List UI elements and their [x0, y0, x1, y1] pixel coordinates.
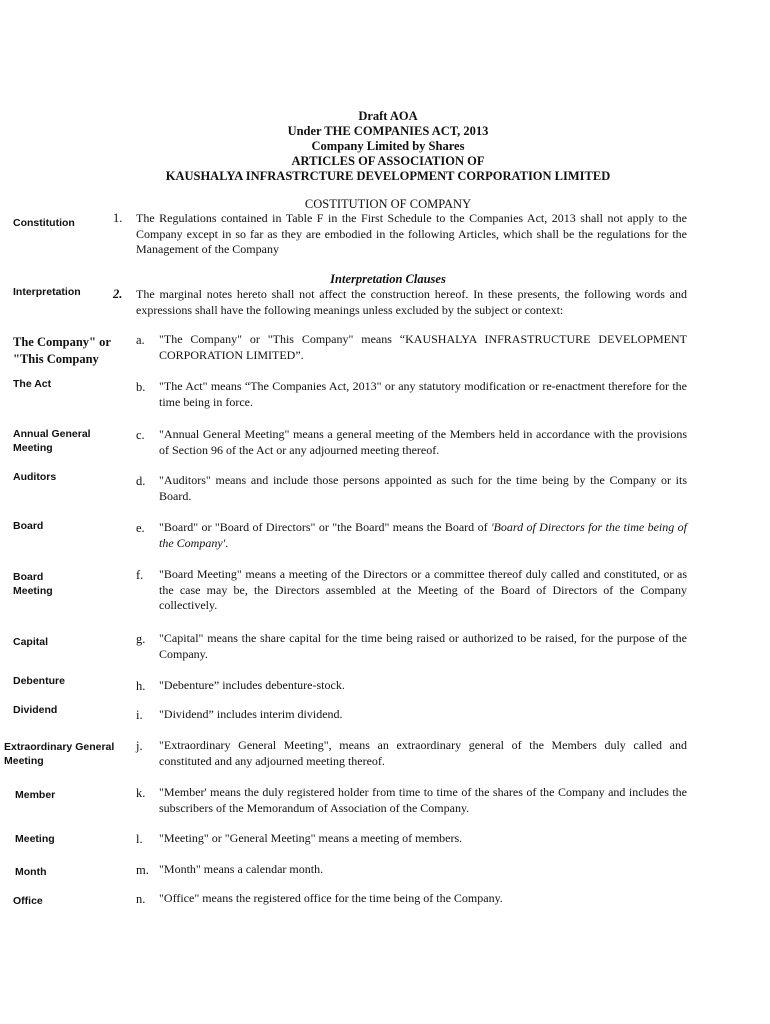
- definition-letter-k: k.: [136, 786, 146, 800]
- margin-note-dividend: Dividend: [13, 704, 58, 716]
- definition-letter-f: f.: [136, 568, 144, 582]
- margin-note-auditors: Auditors: [13, 471, 57, 483]
- margin-note-meeting: Meeting: [15, 833, 55, 845]
- margin-note-constitution: Constitution: [13, 217, 75, 229]
- definition-text-h: "Debenture” includes debenture-stock.: [159, 678, 345, 692]
- doc-title-aoa: ARTICLES OF ASSOCIATION OF: [291, 154, 485, 168]
- doc-title-company-name: KAUSHALYA INFRASTRCTURE DEVELOPMENT CORPORATION LIMITED: [165, 169, 611, 183]
- doc-title-company-type: Company Limited by Shares: [311, 139, 465, 153]
- margin-note-board-meeting: Board Meeting: [13, 571, 53, 597]
- definition-text-e: [159, 520, 687, 551]
- margin-note-annual-general-meeting: Annual General Meeting: [13, 428, 91, 454]
- margin-note-extraordinary-general-meeting: Extraordinary General Meeting: [4, 741, 115, 767]
- margin-note-office: Office: [13, 895, 43, 907]
- margin-note-the-company: The Company" or "This Company: [13, 335, 111, 366]
- definition-text-e-plain: "Board" or "Board of Directors" or "the Board" means the Board of: [159, 520, 491, 534]
- definition-text-f: "Board Meeting" means a meeting of the Directors or a committee thereof duly called and constituted, or as the case may be, the Directors assembled at the Meeting of the Board of Directors of the Company collectively.: [159, 567, 687, 612]
- margin-note-the-act: The Act: [13, 378, 52, 390]
- definition-text-i: "Dividend” includes interim dividend.: [159, 707, 343, 721]
- definition-text-c: "Annual General Meeting" means a general meeting of the Members held in accordance with the provisions of Section 96 of the Act or any adjourned meeting thereof.: [159, 427, 687, 457]
- definition-letter-g: g.: [136, 632, 146, 646]
- definition-text-a: "The Company" or "This Company" means “KAUSHALYA INFRASTRUCTURE DEVELOPMENT CORPORATION LIMITED”.: [159, 332, 687, 362]
- definition-letter-m: m.: [136, 863, 149, 877]
- definition-letter-e: e.: [136, 521, 145, 535]
- definition-letter-n: n.: [136, 892, 146, 906]
- definition-text-l: "Meeting" or "General Meeting" means a meeting of members.: [159, 831, 463, 845]
- article-2-text: The marginal notes hereto shall not affect the construction hereof. In these presents, the following words and expressions shall have the following meanings unless excluded by the subject or context:: [136, 287, 687, 317]
- doc-title-act: Under THE COMPANIES ACT, 2013: [287, 124, 489, 138]
- margin-note-member: Member: [15, 789, 56, 801]
- doc-title-draft: Draft AOA: [358, 109, 418, 123]
- definition-letter-h: h.: [136, 679, 146, 693]
- definition-text-j: "Extraordinary General Meeting", means an extraordinary general of the Members duly called and constituted and any adjourned meeting thereof.: [159, 738, 687, 768]
- definition-letter-b: b.: [136, 380, 146, 394]
- article-number-2: 2.: [113, 287, 123, 301]
- definition-letter-d: d.: [136, 474, 146, 488]
- interpretation-title: Interpretation Clauses: [330, 272, 446, 286]
- definition-letter-c: c.: [136, 428, 145, 442]
- margin-note-month: Month: [15, 866, 47, 878]
- margin-note-board: Board: [13, 520, 44, 532]
- article-1-text: The Regulations contained in Table F in the First Schedule to the Companies Act, 2013 shall not apply to the Company except in so far as they are embodied in the following Articles, which shall be the regulations for the Management of the Company: [136, 211, 687, 256]
- margin-note-capital: Capital: [13, 636, 49, 648]
- definition-text-b: "The Act" means “The Companies Act, 2013" or any statutory modification or re-enactment therefore for the time being in force.: [159, 379, 687, 409]
- margin-note-debenture: Debenture: [13, 675, 65, 687]
- definition-text-e-end: .: [225, 535, 229, 550]
- article-number-1: 1.: [113, 211, 123, 225]
- definition-letter-a: a.: [136, 333, 145, 347]
- definition-text-m: "Month" means a calendar month.: [159, 862, 324, 876]
- definition-text-e-italic: 'Board of Directors for the time being of the Company': [159, 520, 687, 550]
- definition-text-d: "Auditors" means and include those persons appointed as such for the time being by the Company or its Board.: [159, 473, 687, 503]
- section-title: COSTITUTION OF COMPANY: [304, 197, 472, 211]
- definition-text-n: "Office" means the registered office for the time being of the Company.: [159, 891, 503, 905]
- definition-text-k: "Member' means the duly registered holder from time to time of the shares of the Company and includes the subscribers of the Memorandum of Association of the Company.: [159, 785, 687, 815]
- definition-text-g: "Capital" means the share capital for the time being raised or authorized to be raised, for the purpose of the Company.: [159, 631, 687, 661]
- margin-note-interpretation: Interpretation: [13, 286, 81, 298]
- definition-letter-l: l.: [136, 832, 143, 846]
- definition-letter-i: i.: [136, 708, 143, 722]
- definition-letter-j: j.: [136, 739, 143, 753]
